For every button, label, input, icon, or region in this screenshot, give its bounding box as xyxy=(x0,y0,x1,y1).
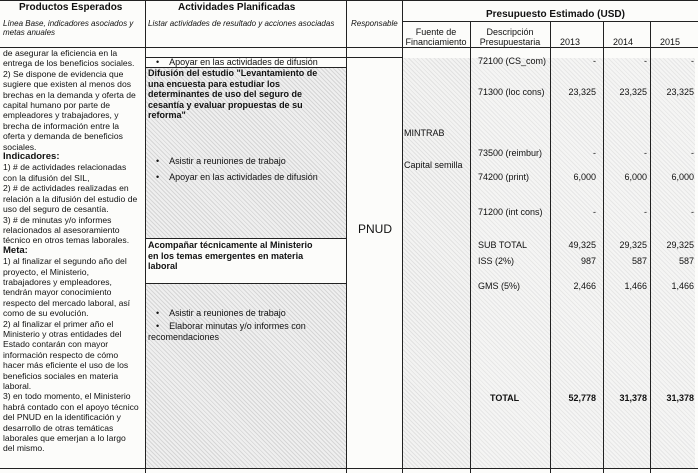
products-line: respecto del mercado laboral, así xyxy=(3,297,131,308)
budget-description: 71300 (loc cons) xyxy=(478,87,545,97)
products-line: Ministerio y otras entidades del xyxy=(3,328,122,339)
products-line: técnico en otros temas laborales. xyxy=(3,235,130,246)
budget-value-2014: 587 xyxy=(631,256,647,266)
products-line: 2) al finalizar el primer año el xyxy=(3,318,114,329)
activity-bullet-dissemination-top: • Apoyar en las actividades de difusión xyxy=(156,57,318,67)
products-line: laborales que emerjan a lo largo xyxy=(3,433,126,444)
products-line: hacer más eficiente el uso de los xyxy=(3,360,129,371)
budget-value-2013: 2,466 xyxy=(573,281,596,291)
budget-description: ISS (2%) xyxy=(478,256,515,266)
header-budget: Presupuesto Estimado (USD) xyxy=(486,9,625,20)
header-year-2015: 2015 xyxy=(660,37,681,47)
products-line: 2) # de actividades realizadas en xyxy=(3,183,129,194)
budget-value-2014: 1,466 xyxy=(624,281,647,291)
products-line: Indicadores: xyxy=(3,151,60,163)
budget-description: 73500 (reimbur) xyxy=(478,148,543,158)
products-line: capital humano por parte de xyxy=(3,100,111,111)
budget-value-2013: - xyxy=(593,56,596,66)
products-line: relacionados al asesoramiento xyxy=(3,224,120,235)
header-activities-sub: Listar actividades de resultado y acciones asociadas xyxy=(148,19,335,28)
budget-value-2015: - xyxy=(691,56,694,66)
budget-value-2015: 587 xyxy=(678,256,694,266)
budget-value-2013: 23,325 xyxy=(568,87,596,97)
header-year-2013: 2013 xyxy=(560,37,581,47)
budget-value-2015: 6,000 xyxy=(671,172,694,182)
activity-bullet-meetings-2: • Asistir a reuniones de trabajo xyxy=(156,308,286,318)
total-2014: 31,378 xyxy=(619,393,647,403)
total-label: TOTAL xyxy=(490,393,520,403)
budget-value-2015: - xyxy=(691,148,694,158)
products-line: laboral. xyxy=(3,381,32,391)
header-products: Productos Esperados xyxy=(19,2,123,13)
products-line: con la difusión del SIL, xyxy=(3,172,90,183)
products-line: empleadores y trabajadores, y xyxy=(3,110,119,121)
budget-description: 74200 (print) xyxy=(478,172,530,182)
products-line: Estado contarán con mayor xyxy=(3,339,109,350)
activity-ministry-title: Acompañar técnicamente al Ministerio en los temas emergentes en materia laboral xyxy=(148,240,313,271)
products-line: 3) en todo momento, el Ministerio xyxy=(3,391,131,402)
products-line: información respecto de cómo xyxy=(3,349,119,360)
products-line: brecha de información entre la xyxy=(3,120,120,131)
products-line: desarrollo de otras temáticas xyxy=(3,422,114,433)
products-line: del mismo. xyxy=(3,443,45,454)
responsible-value: PNUD xyxy=(358,222,393,236)
products-line: de asegurar la eficiencia en la xyxy=(3,48,118,58)
header-responsible: Responsable xyxy=(351,19,398,28)
budget-value-2014: - xyxy=(644,207,647,217)
budget-value-2013: - xyxy=(593,207,596,217)
products-line: 3) # de minutas y/o informes xyxy=(3,214,112,225)
products-line: proyecto, el Ministerio, xyxy=(3,266,89,277)
budget-value-2015: 29,325 xyxy=(666,240,694,250)
products-line: beneficios sociales en materia xyxy=(3,370,119,381)
budget-value-2015: - xyxy=(691,207,694,217)
products-line: brechas en la demanda y oferta de xyxy=(3,89,136,100)
budget-value-2014: 29,325 xyxy=(619,240,647,250)
budget-value-2014: - xyxy=(644,148,647,158)
funding-seed-capital: Capital semilla xyxy=(404,160,463,170)
products-line: relación a la difusión del estudio de xyxy=(3,193,138,204)
products-line: trabajadores y empleadores, xyxy=(3,276,112,287)
products-line: sociales. xyxy=(3,141,37,152)
budget-value-2013: 987 xyxy=(580,256,596,266)
activity-bullet-dissemination: • Apoyar en las actividades de difusión xyxy=(156,172,318,182)
products-line: entrega de los beneficios sociales. xyxy=(3,58,135,69)
budget-description: 71200 (int cons) xyxy=(478,207,543,217)
total-2013: 52,778 xyxy=(568,393,596,403)
products-line: como de su evolución. xyxy=(3,308,89,319)
products-line: 1) # de actividades relacionadas xyxy=(3,162,127,173)
products-line: tendrán mayor conocimiento xyxy=(3,287,112,298)
activity-bullet-minutes: • Elaborar minutas y/o informes con recomendaciones xyxy=(148,321,306,342)
budget-value-2013: 6,000 xyxy=(573,172,596,182)
shaded-cell-funding xyxy=(402,58,470,468)
header-products-sub: Línea Base, indicadores asociados y metas anuales xyxy=(3,19,134,37)
products-line: Meta: xyxy=(3,244,28,256)
products-line: del PNUD en la identificación y xyxy=(3,412,121,423)
budget-value-2015: 1,466 xyxy=(671,281,694,291)
header-activities: Actividades Planificadas xyxy=(178,2,296,13)
products-line: 2) Se dispone de evidencia que xyxy=(3,68,124,79)
activity-bullet-meetings: • Asistir a reuniones de trabajo xyxy=(156,156,286,166)
total-2015: 31,378 xyxy=(666,393,694,403)
header-year-2014: 2014 xyxy=(613,37,634,47)
budget-value-2015: 23,325 xyxy=(666,87,694,97)
funding-mintrab: MINTRAB xyxy=(404,128,445,138)
budget-value-2013: - xyxy=(593,148,596,158)
budget-description: SUB TOTAL xyxy=(478,240,528,250)
products-text xyxy=(3,48,145,454)
products-line: sugiere que existen al menos dos xyxy=(3,79,132,90)
products-line: oferta y demanda de beneficios xyxy=(3,131,123,142)
products-line: 1) al finalizar el segundo año del xyxy=(3,256,127,267)
header-description: Descripción Presupuestaria xyxy=(479,27,541,47)
header-funding: Fuente de Financiamiento xyxy=(405,27,467,47)
budget-value-2014: 23,325 xyxy=(619,87,647,97)
budget-value-2014: - xyxy=(644,56,647,66)
budget-description: GMS (5%) xyxy=(478,281,521,291)
budget-value-2013: 49,325 xyxy=(568,240,596,250)
budget-value-2014: 6,000 xyxy=(624,172,647,182)
products-line: uso del seguro de cesantía. xyxy=(3,204,109,215)
budget-description: 72100 (CS_com) xyxy=(478,56,547,66)
activity-study-title: Difusión del estudio "Levantamiento de una encuesta para estudiar los determinantes de uso del seguro de cesantía y evaluar propuestas de su reforma" xyxy=(148,68,318,120)
products-line: habrá contado con el apoyo técnico xyxy=(3,401,139,412)
